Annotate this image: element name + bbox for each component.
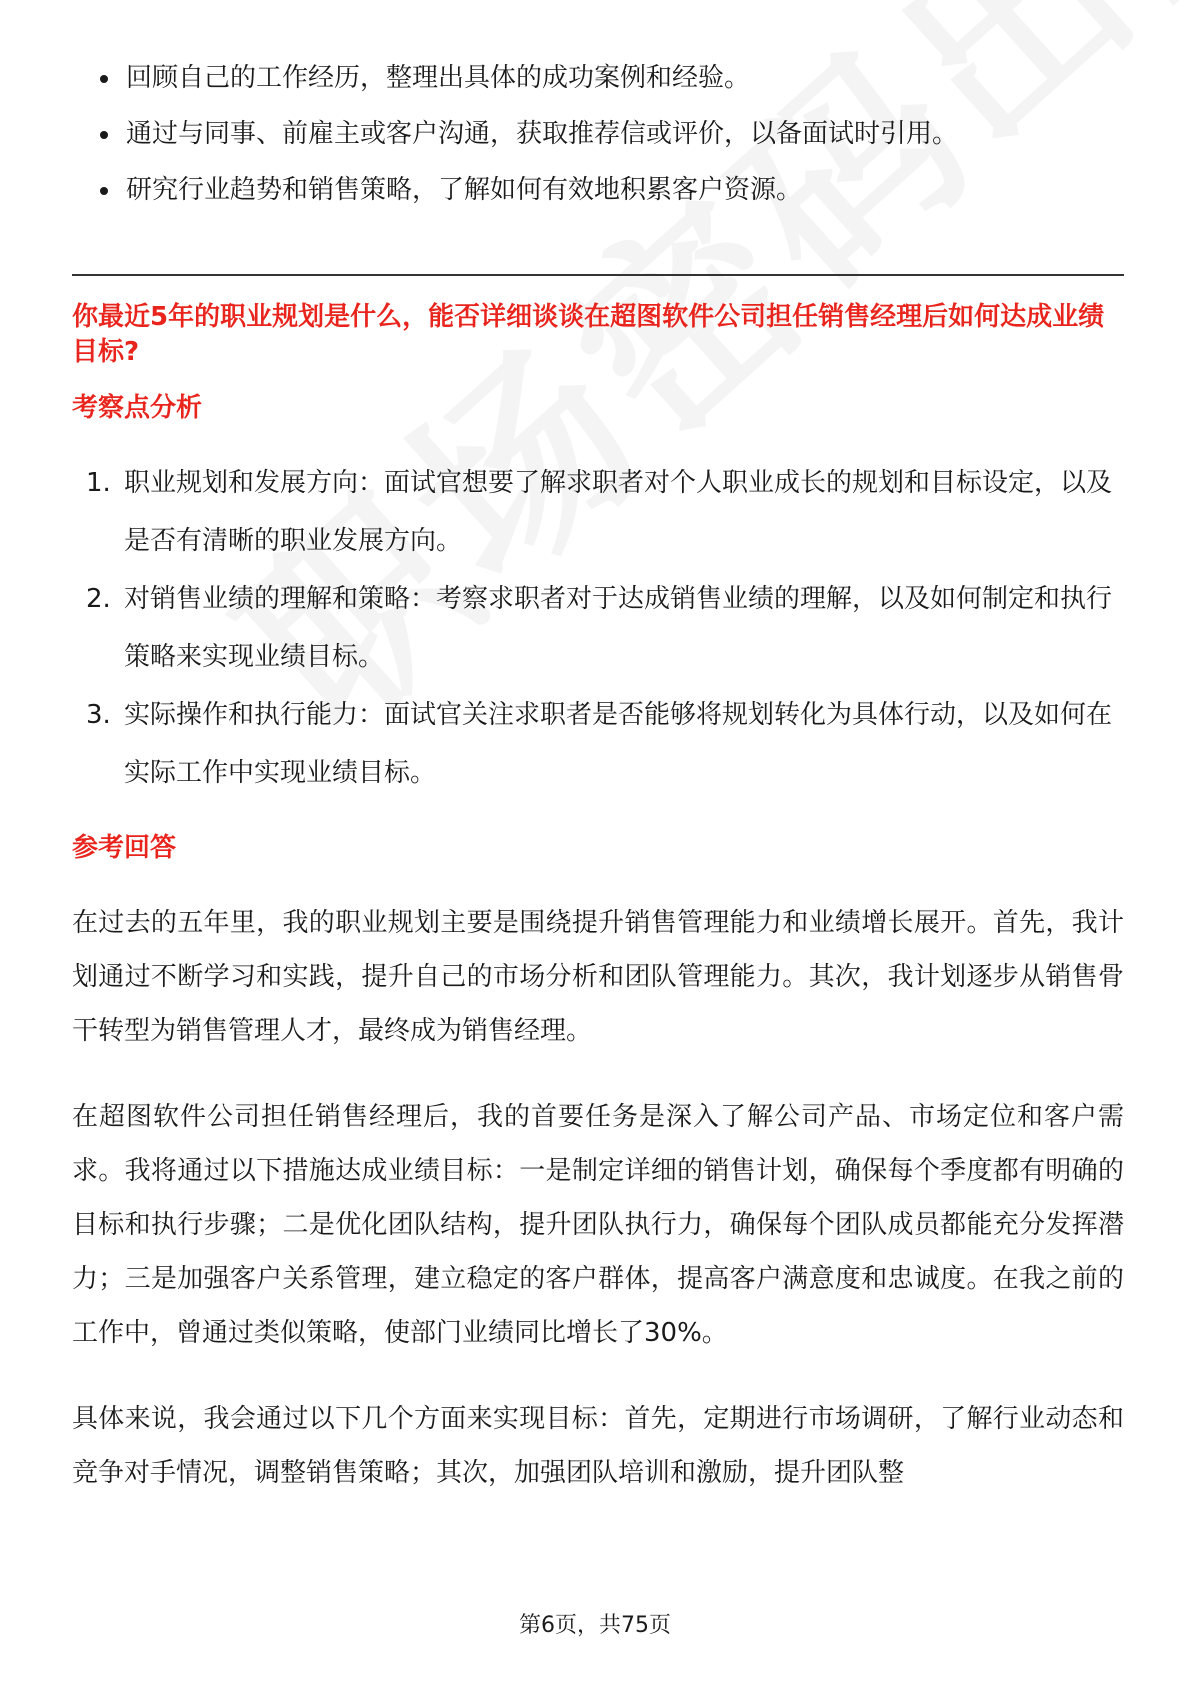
list-item: 通过与同事、前雇主或客户沟通，获取推荐信或评价，以备面试时引用。 — [72, 114, 1124, 170]
list-item — [72, 570, 1124, 686]
list-number: 1. — [86, 468, 111, 498]
list-item — [72, 686, 1124, 802]
question-heading: 你最近5年的职业规划是什么，能否详细谈谈在超图软件公司担任销售经理后如何达成业绩目标? — [72, 302, 1105, 367]
list-item: 研究行业趋势和销售策略，了解如何有效地积累客户资源。 — [72, 170, 1124, 226]
list-item: 回顾自己的工作经历，整理出具体的成功案例和经验。 — [72, 58, 1124, 114]
answer-heading: 参考回答 — [72, 833, 177, 863]
list-item — [72, 454, 1124, 570]
page-footer: 第6页，共75页 — [519, 1613, 671, 1638]
analysis-point-list — [72, 454, 1124, 802]
top-bullet-list — [72, 58, 1124, 226]
list-item-text: 实际操作和执行能力：面试官关注求职者是否能够将规划转化为具体行动，以及如何在实际工作中实现业绩目标。 — [124, 700, 1113, 788]
list-number: 2. — [86, 584, 111, 614]
section-divider — [72, 274, 1124, 276]
list-number: 3. — [86, 700, 111, 730]
answer-paragraph: 在超图软件公司担任销售经理后，我的首要任务是深入了解公司产品、市场定位和客户需求。我将通过以下措施达成业绩目标：一是制定详细的销售计划，确保每个季度都有明确的目标和执行步骤；二是优化团队结构，提升团队执行力，确保每个团队成员都能充分发挥潜力；三是加强客户关系管理，建立稳定的客户群体，提高客户满意度和忠诚度。在我之前的工作中，曾通过类似策略，使部门业绩同比增长了30%。 — [72, 1102, 1124, 1348]
answer-paragraph: 具体来说，我会通过以下几个方面来实现目标：首先，定期进行市场调研，了解行业动态和竞争对手情况，调整销售策略；其次，加强团队培训和激励，提升团队整 — [72, 1404, 1124, 1488]
analysis-heading: 考察点分析 — [72, 393, 203, 423]
page-content — [72, 58, 1124, 1526]
list-item-text: 对销售业绩的理解和策略：考察求职者对于达成销售业绩的理解，以及如何制定和执行策略来实现业绩目标。 — [124, 584, 1113, 672]
list-item-text: 职业规划和发展方向：面试官想要了解求职者对个人职业成长的规划和目标设定，以及是否有清晰的职业发展方向。 — [124, 468, 1113, 556]
answer-paragraph: 在过去的五年里，我的职业规划主要是围绕提升销售管理能力和业绩增长展开。首先，我计划通过不断学习和实践，提升自己的市场分析和团队管理能力。其次，我计划逐步从销售骨干转型为销售管理人才，最终成为销售经理。 — [72, 908, 1124, 1046]
